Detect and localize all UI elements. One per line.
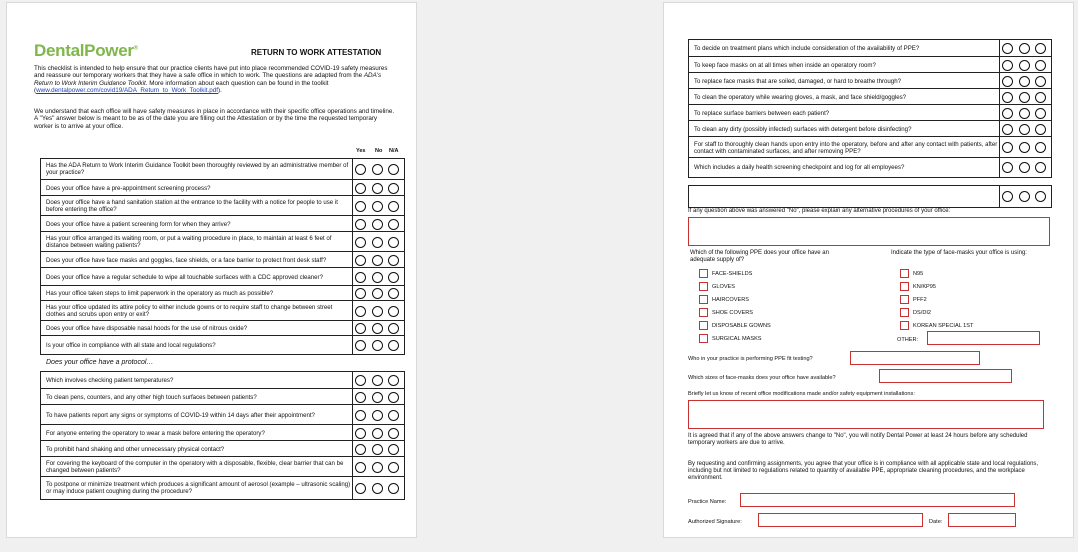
no-radio[interactable] (372, 375, 383, 386)
na-radio[interactable] (388, 410, 399, 421)
page-title: RETURN TO WORK ATTESTATION (251, 48, 382, 57)
checklist-row (41, 440, 404, 457)
na-radio[interactable] (388, 183, 399, 194)
protocol-heading: Does your office have a protocol… (46, 359, 154, 366)
checklist-row (41, 231, 404, 252)
toolkit-link[interactable]: www.dentalpower.com/covid19/ADA_Return_to_Work_Toolkit.pdf (36, 86, 218, 94)
checklist-row (41, 285, 404, 301)
fit-testing-label: Who in your practice is performing PPE fit testing? (688, 356, 813, 362)
question-text: For staff to thoroughly clean hands upon entry into the operatory, before and after any contact with patients, after contact with contaminated surfaces, and after removing PPE? (694, 140, 998, 155)
question-text: Does your office have disposable nasal hoods for the use of nitrous oxide? (46, 325, 248, 332)
na-radio[interactable] (388, 462, 399, 473)
checklist-row (689, 186, 1051, 207)
yes-radio[interactable] (355, 288, 366, 299)
yes-radio[interactable] (355, 483, 366, 494)
na-radio[interactable] (388, 164, 399, 175)
paperwork-table (688, 185, 1052, 208)
na-radio[interactable] (1035, 43, 1046, 54)
no-radio[interactable] (372, 255, 383, 266)
checkbox-label: SURGICAL MASKS (712, 336, 762, 342)
no-radio[interactable] (1019, 108, 1030, 119)
yes-radio[interactable] (355, 323, 366, 334)
checklist-row (41, 320, 404, 336)
checklist-row (41, 179, 404, 196)
no-radio[interactable] (372, 237, 383, 248)
yes-radio[interactable] (1002, 60, 1013, 71)
checklist-row (689, 40, 1051, 56)
no-radio[interactable] (1019, 124, 1030, 135)
na-radio[interactable] (1035, 108, 1046, 119)
mask-sizes-field[interactable] (879, 369, 1012, 383)
no-radio[interactable] (372, 219, 383, 230)
na-radio[interactable] (388, 306, 399, 317)
no-radio[interactable] (372, 164, 383, 175)
checkbox[interactable] (699, 282, 708, 291)
mask-heading: Indicate the type of face-masks your office is using: (891, 250, 1027, 256)
question-text: To clean the operatory while wearing gloves, a mask, and face shield/goggles? (694, 93, 907, 101)
yes-header: Yes (356, 148, 366, 154)
checklist-row (689, 157, 1051, 177)
checklist-row (41, 251, 404, 268)
question-text: To postpone or minimize treatment which produces a significant amount of aerosol (example – ultrasonic scaling) or may induce patient coughing during the procedure? (46, 481, 351, 495)
no-radio[interactable] (1019, 43, 1030, 54)
checkbox-label: GLOVES (712, 284, 736, 290)
na-radio[interactable] (1035, 142, 1046, 153)
column-divider (352, 372, 353, 499)
agreement-paragraph: It is agreed that if any of the above answers change to "No", you will notify Dental Power at least 24 hours before any scheduled temporary workers are due to arrive. (688, 433, 1028, 446)
no-radio[interactable] (1019, 191, 1030, 202)
intro-paragraph: This checklist is intended to help ensure that our practice clients have put into place recommended COVID-19 safety measures and reassure our temporary workers that they have a safe office in which to work. The questions are adapted from the ADA's Return to Work Interim Guidance Toolkit. More information about each question can be found in the toolkit (www.dentalpower.com/covid19/ADA_Return_to_Work_Toolkit.pdf). (34, 65, 388, 94)
yes-radio[interactable] (1002, 124, 1013, 135)
no-radio[interactable] (372, 323, 383, 334)
checklist-row (41, 372, 404, 388)
checklist-row (689, 120, 1051, 137)
na-radio[interactable] (388, 323, 399, 334)
practice-name-field[interactable] (740, 493, 1015, 507)
date-label: Date: (929, 519, 943, 525)
no-radio[interactable] (372, 392, 383, 403)
no-radio[interactable] (1019, 76, 1030, 87)
checklist-row (41, 267, 404, 286)
checkbox[interactable] (699, 269, 708, 278)
mask-sizes-label: Which sizes of face-masks does your office have available? (688, 375, 836, 381)
na-radio[interactable] (1035, 191, 1046, 202)
na-radio[interactable] (388, 483, 399, 494)
form-page-1 (6, 2, 417, 538)
question-text (694, 186, 994, 207)
checklist-row (689, 56, 1051, 73)
checklist-table (40, 158, 405, 355)
checkbox[interactable] (900, 308, 909, 317)
yes-radio[interactable] (355, 462, 366, 473)
compliance-paragraph: By requesting and confirming assignments, you agree that your office is in compliance with all applicable state and local regulations, including but not limited to regulations related to quantity of available PPE, appropriate cleaning procedures, and the workplace environment. (688, 461, 1039, 481)
checkbox-label: DISPOSABLE GOWNS (712, 323, 771, 329)
checklist-row (41, 424, 404, 441)
yes-radio[interactable] (1002, 108, 1013, 119)
checklist-row (41, 404, 404, 425)
ppe-heading: Which of the following PPE does your office have an adequate supply of? (690, 250, 829, 263)
checkbox[interactable] (699, 295, 708, 304)
yes-radio[interactable] (355, 201, 366, 212)
intro-paragraph-2: We understand that each office will have safety measures in place in accordance with their specific office operations and timeline. A "Yes" answer below is meant to be as of the date you are filling out the Attestation or by the time the requested temporary worker is to arrive at your office. (34, 108, 395, 130)
checkbox[interactable] (900, 269, 909, 278)
na-radio[interactable] (388, 375, 399, 386)
na-radio[interactable] (388, 201, 399, 212)
other-mask-field[interactable] (927, 331, 1040, 345)
checkbox[interactable] (699, 334, 708, 343)
na-radio[interactable] (1035, 124, 1046, 135)
na-radio[interactable] (388, 237, 399, 248)
practice-name-label: Practice Name: (688, 499, 727, 505)
question-text: For anyone entering the operatory to wear a mask before entering the operatory? (46, 429, 265, 437)
na-radio[interactable] (388, 392, 399, 403)
protocol-table-continued (688, 39, 1052, 178)
checklist-row (41, 159, 404, 179)
question-text: To clean any dirty (possibly infected) surfaces with detergent before disinfecting? (694, 125, 912, 133)
question-text: Has your office updated its attire policy to either include gowns or to require staff to change between street clothes and scrubs upon entry or exit? (46, 304, 333, 318)
signature-field[interactable] (758, 513, 923, 527)
yes-radio[interactable] (355, 272, 366, 283)
no-radio[interactable] (1019, 162, 1030, 173)
yes-radio[interactable] (1002, 162, 1013, 173)
question-text: Has your office arranged its waiting room, or put a waiting procedure in place, to maintain at least 6 feet of distance between waiting patients? (46, 235, 332, 249)
checkbox-label: SHOE COVERS (712, 310, 754, 316)
no-radio[interactable] (372, 272, 383, 283)
checklist-row (41, 476, 404, 499)
signature-label: Authorized Signature: (688, 519, 742, 525)
question-text: To replace face masks that are soiled, damaged, or hard to breathe through? (694, 77, 901, 85)
no-radio[interactable] (372, 428, 383, 439)
question-text: To replace surface barriers between each patient? (694, 109, 830, 117)
modifications-field[interactable] (688, 400, 1044, 429)
yes-radio[interactable] (1002, 92, 1013, 103)
question-text: Does your office have a regular schedule to wipe all touchable surfaces with a CDC approved cleaner? (46, 273, 323, 281)
question-text: Which includes a daily health screening checkpoint and log for all employees? (694, 164, 905, 171)
no-radio[interactable] (1019, 142, 1030, 153)
na-radio[interactable] (388, 219, 399, 230)
form-page-2 (663, 2, 1074, 538)
na-radio[interactable] (388, 444, 399, 455)
no-radio[interactable] (372, 462, 383, 473)
no-header: No (375, 148, 383, 154)
no-radio[interactable] (372, 288, 383, 299)
yes-radio[interactable] (1002, 191, 1013, 202)
checkbox-label: PFF2 (913, 297, 927, 303)
no-radio[interactable] (372, 306, 383, 317)
checklist-row (689, 136, 1051, 158)
yes-radio[interactable] (355, 219, 366, 230)
modifications-label: Briefly let us know of recent office modifications made and/or safety equipment installations: (688, 391, 915, 397)
question-text: To keep face masks on at all times when inside an operatory room? (694, 61, 876, 69)
na-radio[interactable] (388, 340, 399, 351)
yes-radio[interactable] (355, 306, 366, 317)
checklist-row (41, 388, 404, 405)
alt-procedures-label: If any question above was answered "No", please explain any alternative procedures of your office: (688, 208, 951, 214)
yes-radio[interactable] (355, 164, 366, 175)
na-header: N/A (389, 148, 399, 154)
yes-radio[interactable] (1002, 76, 1013, 87)
no-radio[interactable] (372, 410, 383, 421)
yes-radio[interactable] (355, 237, 366, 248)
column-divider (352, 159, 353, 354)
column-divider (999, 186, 1000, 207)
question-text: Has the ADA Return to Work Interim Guidance Toolkit been thoroughly reviewed by an administrative member of your practice? (46, 162, 349, 176)
checklist-row (689, 88, 1051, 105)
checkbox-label: DS/DI2 (913, 310, 932, 316)
checkbox-label: KN/KP95 (913, 284, 937, 290)
checklist-row (41, 335, 404, 355)
checkbox[interactable] (699, 321, 708, 330)
question-text: Which involves checking patient temperatures? (46, 376, 174, 384)
yes-radio[interactable] (1002, 142, 1013, 153)
no-radio[interactable] (372, 340, 383, 351)
no-radio[interactable] (1019, 92, 1030, 103)
checklist-row (689, 104, 1051, 121)
question-text: To prohibit hand shaking and other unnecessary physical contact? (46, 445, 225, 453)
yes-radio[interactable] (355, 255, 366, 266)
yes-radio[interactable] (355, 183, 366, 194)
no-radio[interactable] (372, 201, 383, 212)
question-text: Does your office have face masks and goggles, face shields, or a face barrier to protect front desk staff? (46, 256, 327, 264)
na-radio[interactable] (1035, 92, 1046, 103)
na-radio[interactable] (388, 255, 399, 266)
checkbox-label: KOREAN SPECIAL 1ST (913, 323, 974, 329)
question-text: Is your office in compliance with all state and local regulations? (46, 342, 216, 349)
date-field[interactable] (948, 513, 1016, 527)
checklist-row (41, 300, 404, 321)
fit-testing-field[interactable] (850, 351, 980, 365)
no-radio[interactable] (372, 183, 383, 194)
question-text: To decide on treatment plans which include consideration of the availability of PPE? (694, 44, 920, 52)
question-text: To clean pens, counters, and any other high touch surfaces between patients? (46, 393, 257, 401)
dental-power-logo: DentalPower® (34, 41, 138, 60)
checklist-row (41, 215, 404, 232)
alt-procedures-field[interactable] (688, 217, 1050, 246)
checkbox-label: HAIRCOVERS (712, 297, 749, 303)
checklist-row (41, 456, 404, 477)
checkbox[interactable] (900, 321, 909, 330)
na-radio[interactable] (388, 272, 399, 283)
question-text: Does your office have a hand sanitation station at the entrance to the facility with a notice for people to use it before entering the office? (46, 199, 338, 213)
checkbox-label: FACE-SHIELDS (712, 271, 753, 277)
checklist-row (689, 72, 1051, 89)
yes-radio[interactable] (355, 340, 366, 351)
question-text: Does your office have a patient screening form for when they arrive? (46, 220, 231, 228)
checkbox[interactable] (900, 282, 909, 291)
no-radio[interactable] (372, 444, 383, 455)
no-radio[interactable] (372, 483, 383, 494)
yes-radio[interactable] (355, 444, 366, 455)
checkbox[interactable] (699, 308, 708, 317)
na-radio[interactable] (1035, 76, 1046, 87)
na-radio[interactable] (388, 428, 399, 439)
yes-radio[interactable] (355, 375, 366, 386)
na-radio[interactable] (1035, 60, 1046, 71)
question-text: To have patients report any signs or symptoms of COVID-19 within 14 days after their appointment? (46, 411, 315, 419)
yes-radio[interactable] (355, 410, 366, 421)
no-radio[interactable] (1019, 60, 1030, 71)
yes-radio[interactable] (355, 392, 366, 403)
yes-radio[interactable] (1002, 43, 1013, 54)
question-text: For covering the keyboard of the computer in the operatory with a disposable, flexible, clear barrier that can be changed between patients? (46, 460, 344, 474)
checkbox-label: N95 (913, 271, 924, 277)
protocol-table (40, 371, 405, 500)
na-radio[interactable] (1035, 162, 1046, 173)
na-radio[interactable] (388, 288, 399, 299)
other-label: OTHER: (897, 337, 919, 343)
column-divider (999, 40, 1000, 177)
checkbox[interactable] (900, 295, 909, 304)
checklist-row (41, 195, 404, 216)
question-text: Has your office taken steps to limit paperwork in the operatory as much as possible? (46, 290, 274, 297)
yes-radio[interactable] (355, 428, 366, 439)
question-text: Does your office have a pre-appointment screening process? (46, 184, 211, 192)
